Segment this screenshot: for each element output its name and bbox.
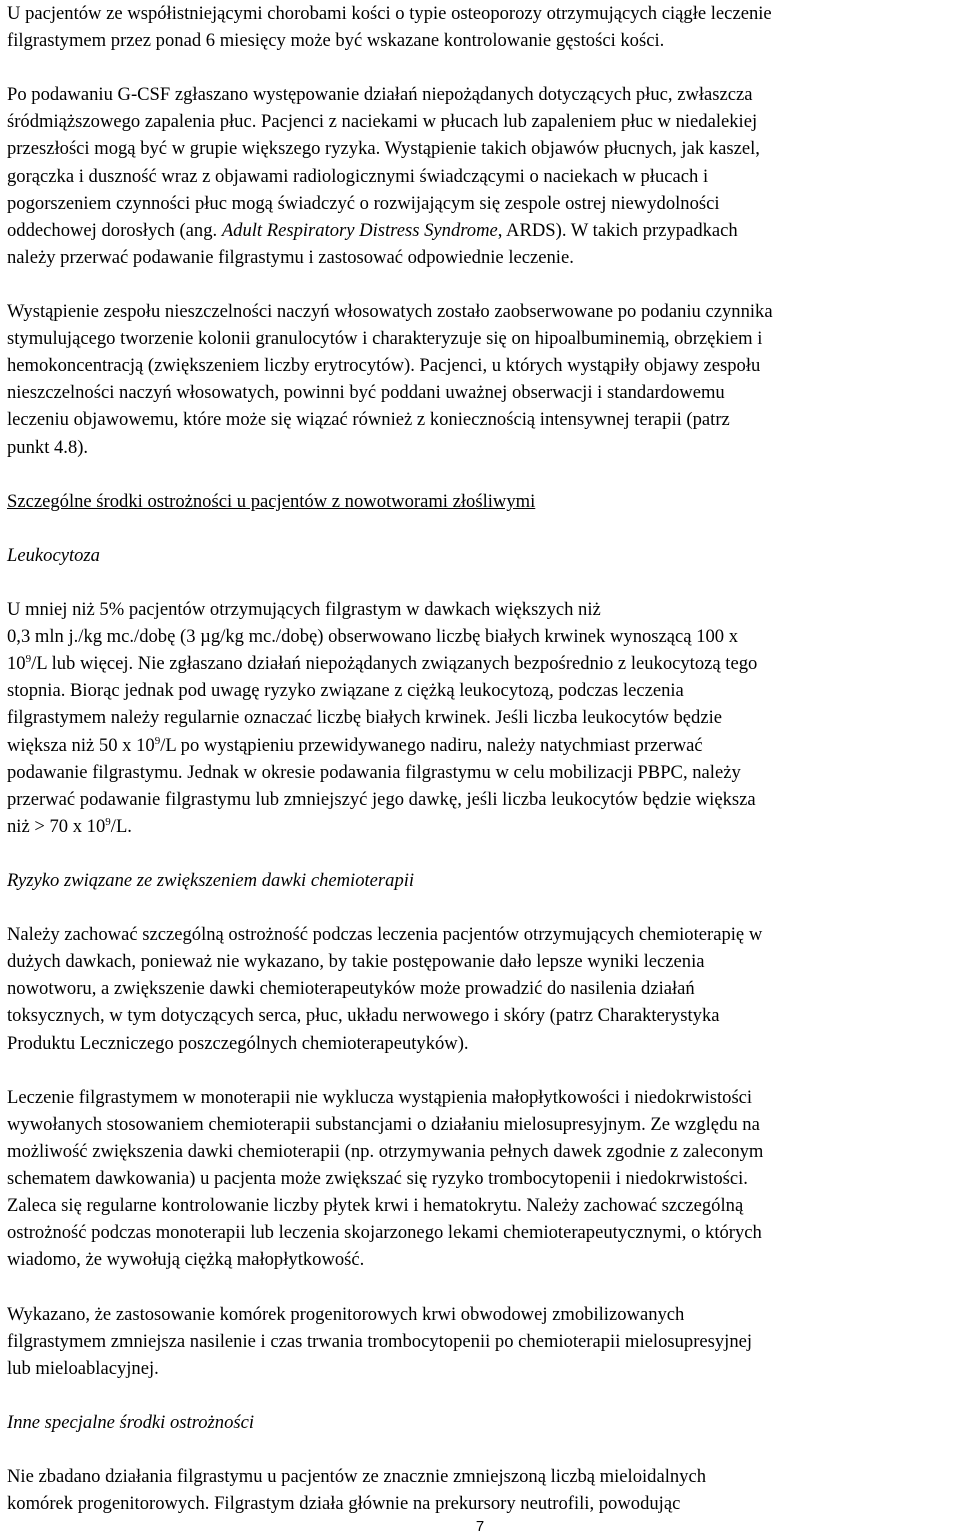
text-line: przerwać podawanie filgrastymu lub zmniejszyć jego dawkę, jeśli liczba leukocytów będzie większa <box>7 788 756 810</box>
text-line: nowotworu, a zwiększenie dawki chemioterapeutyków może prowadzić do nasilenia działań <box>7 978 695 1000</box>
page-number: 7 <box>475 1518 485 1535</box>
text-line: $10^9/L$ lub więcej. Nie zgłaszano działań niepożądanych związanych bezpośrednio z leukocytozą tego <box>7 653 758 675</box>
paragraph-progenitor-cells <box>7 1301 953 1382</box>
text-line: lub mieloablacyjnej. <box>7 1357 159 1379</box>
text-line: dużych dawkach, ponieważ nie wykazano, by takie postępowanie dało lepsze wyniki leczenia <box>7 951 705 973</box>
text-line: pogorszeniem czynności płuc mogą świadczyć o rozwijającym się zespole ostrej niewydolności <box>7 192 720 214</box>
text-line: stopnia. Biorąc jednak pod uwagę ryzyko związane z ciężką leukocytozą, podczas leczenia <box>7 680 684 702</box>
text-line: stymulującego tworzenie kolonii granulocytów i charakteryzuje się on hipoalbuminemią, obrzękiem i <box>7 328 763 350</box>
text-line: wywołanych stosowaniem chemioterapii substancjami o działaniu mielosupresyjnym. Ze względu na <box>7 1113 760 1135</box>
text-line: toksycznych, w tym dotyczących serca, płuc, układu nerwowego i skóry (patrz Charakterystyka <box>7 1005 720 1027</box>
subheading-other-precautions: Inne specjalne środki ostrożności <box>7 1411 255 1433</box>
text-line: 0,3 mln j./kg mc./dobę (3 µg/kg mc./dobę) obserwowano liczbę białych krwinek wynoszącą 100 x <box>7 626 739 648</box>
text-line: niż > 70 x $10^9/L$. <box>7 815 132 837</box>
text-line: ostrożność podczas monoterapii lub leczenia skojarzonego lekami chemioterapeutycznymi, o których <box>7 1222 762 1244</box>
text-line: należy przerwać podawanie filgrastymu i zastosować odpowiednie leczenie. <box>7 246 574 268</box>
text-line: Wystąpienie zespołu nieszczelności naczyń włosowatych zostało zaobserwowane po podaniu czynnika <box>7 301 773 323</box>
paragraph-monotherapy-thrombocytopenia <box>7 1084 953 1274</box>
text-line: filgrastymem przez ponad 6 miesięcy może być wskazane kontrolowanie gęstości kości. <box>7 30 665 52</box>
paragraph-high-dose-chemotherapy <box>7 921 953 1056</box>
text-line: schematem dawkowania) u pacjenta może zwiększać się ryzyko trombocytopenii i niedokrwistości. <box>7 1168 748 1190</box>
text-line: filgrastymem należy regularnie oznaczać liczbę białych krwinek. Jeśli liczba leukocytów będzie <box>7 707 723 729</box>
subheading-leukocytoza: Leukocytoza <box>7 544 100 566</box>
text-line: filgrastymem zmniejsza nasilenie i czas trwania trombocytopenii po chemioterapii mielosupresyjnej <box>7 1330 753 1352</box>
paragraph-leukocytosis <box>7 596 953 840</box>
text-line: możliwość zwiększenia dawki chemioterapii (np. otrzymywania pełnych dawek zgodnie z zaleconym <box>7 1140 764 1162</box>
ards-term: Adult Respiratory Distress Syndrome <box>221 219 498 241</box>
text-line: leczeniu objawowemu, które może się wiązać również z koniecznością intensywnej terapii (patrz <box>7 409 730 431</box>
text-line: Po podawaniu G-CSF zgłaszano występowanie działań niepożądanych dotyczących płuc, zwłaszcza <box>7 84 753 106</box>
text-line: Produktu Leczniczego poszczególnych chemioterapeutyków). <box>7 1032 469 1054</box>
text-line: Należy zachować szczególną ostrożność podczas leczenia pacjentów otrzymujących chemioterapię w <box>7 924 763 946</box>
paragraph-osteoporosis <box>7 0 953 54</box>
text-line: komórek progenitorowych. Filgrastym działa głównie na prekursory neutrofili, powodując <box>7 1493 681 1515</box>
text-line: punkt 4.8). <box>7 436 89 458</box>
text-line: U mniej niż 5% pacjentów otrzymujących filgrastym w dawkach większych niż <box>7 599 601 621</box>
text-line: wiadomo, że wywołują ciężką małopłytkowość. <box>7 1249 365 1271</box>
text-line: przeszłości mogą być w grupie większego ryzyka. Wystąpienie takich objawów płucnych, jak kaszel, <box>7 138 760 160</box>
text-line: hemokoncentracją (zwiększeniem liczby erytrocytów). Pacjenci, u których wystąpiły objawy zespołu <box>7 355 761 377</box>
document-page <box>7 0 953 1517</box>
text-line: większa niż 50 x $10^9/L$ po wystąpieniu przewidywanego nadiru, należy natychmiast przerwać <box>7 734 703 756</box>
text-line: U pacjentów ze współistniejącymi chorobami kości o typie osteoporozy otrzymujących ciągłe leczenie <box>7 3 772 24</box>
text-line: podawanie filgrastymu. Jednak w okresie podawania filgrastymu w celu mobilizacji PBPC, należy <box>7 761 741 783</box>
text-line: Nie zbadano działania filgrastymu u pacjentów ze znacznie zmniejszoną liczbą mieloidalnych <box>7 1466 707 1488</box>
subheading-dose-escalation-risk: Ryzyko związane ze zwiększeniem dawki chemioterapii <box>7 870 415 891</box>
paragraph-pulmonary-adverse-effects <box>7 81 953 271</box>
text-line: Leczenie filgrastymem w monoterapii nie wyklucza wystąpienia małopłytkowości i niedokrwistości <box>7 1086 753 1108</box>
text-line: gorączka i duszność wraz z objawami radiologicznymi świadczącymi o naciekach w płucach i <box>7 165 709 187</box>
text-line: oddechowej dorosłych (ang. Adult Respiratory Distress Syndrome, ARDS). W takich przypadkach <box>7 219 738 241</box>
text-line: Zaleca się regularne kontrolowanie liczby płytek krwi i hematokrytu. Należy zachować szczególną <box>7 1195 744 1217</box>
text-line: nieszczelności naczyń włosowatych, powinni być poddani uważnej obserwacji i standardowemu <box>7 382 725 404</box>
text-line: Wykazano, że zastosowanie komórek progenitorowych krwi obwodowej zmobilizowanych <box>7 1303 685 1325</box>
section-heading-special-precautions: Szczególne środki ostrożności u pacjentów z nowotworami złośliwymi <box>7 490 536 512</box>
paragraph-capillary-leak-syndrome <box>7 298 953 461</box>
text-line: śródmiąższowego zapalenia płuc. Pacjenci z naciekami w płucach lub zapaleniem płuc w niedalekiej <box>7 111 758 133</box>
paragraph-myeloid-progenitors <box>7 1463 953 1517</box>
